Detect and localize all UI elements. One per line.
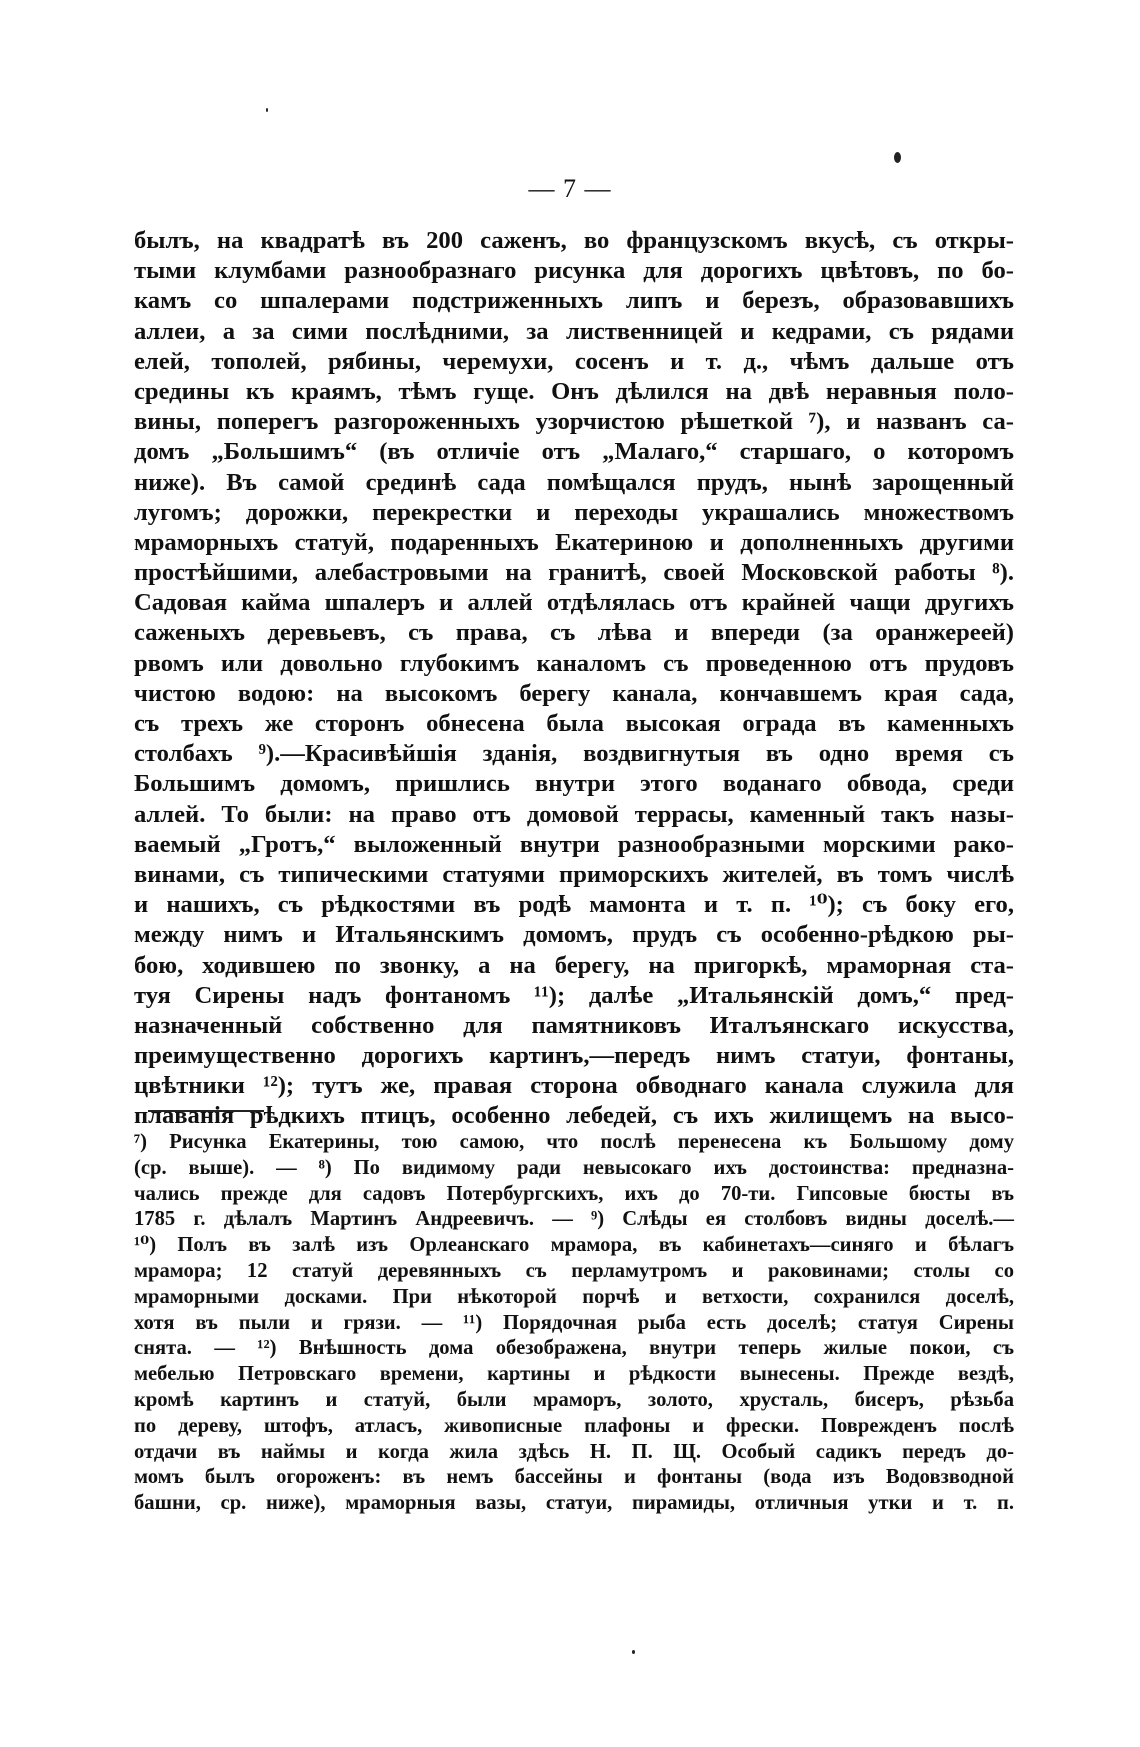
text-line: бою, ходившею по звонку, а на берегу, на пригоркѣ, мраморная ста- — [134, 951, 1014, 979]
text-line: плаванія рѣдкихъ птицъ, особенно лебедей, съ ихъ жилищемъ на высо- — [134, 1102, 1014, 1130]
ink-speck — [894, 152, 901, 163]
text-line: ваемый „Гротъ,“ выложенный внутри разнообразными морскими рако- — [134, 830, 1014, 858]
ink-speck — [632, 1650, 635, 1654]
text-line: елей, тополей, рябины, черемухи, сосенъ и т. д., чѣмъ дальше отъ — [134, 347, 1014, 375]
text-line: аллей. То были: на право отъ домовой террасы, каменный такъ назы- — [134, 800, 1014, 828]
text-line: ниже). Въ самой срединѣ сада помѣщался прудъ, нынѣ зарощенный — [134, 468, 1014, 496]
text-line: столбахъ ⁹).—Красивѣйшія зданія, воздвигнутыя въ одно время съ — [134, 740, 1014, 768]
footnote-line: мебелью Петровскаго времени, картины и рѣдкости вынесены. Прежде вездѣ, — [134, 1363, 1014, 1386]
text-line: цвѣтники ¹²); тутъ же, правая сторона обводнаго канала служила для — [134, 1072, 1014, 1100]
text-line: камъ со шпалерами подстриженныхъ липъ и березъ, образовавшихъ — [134, 287, 1014, 315]
text-line: домъ „Большимъ“ (въ отличіе отъ „Малаго,“ старшаго, о которомъ — [134, 438, 1014, 466]
footnote-line: мраморными досками. При нѣкоторой порчѣ и ветхости, сохранился доселѣ, — [134, 1285, 1014, 1308]
ink-speck — [266, 108, 268, 112]
footnote-line: башни, ср. ниже), мраморныя вазы, статуи, пирамиды, отличныя утки и т. п. — [134, 1492, 1014, 1515]
text-line: назначенный собственно для памятниковъ Италъянскаго искусства, — [134, 1011, 1014, 1039]
text-line: Большимъ домомъ, пришлись внутри этого воданаго обвода, среди — [134, 770, 1014, 798]
text-line: винами, съ типическими статуями приморскихъ жителей, въ томъ числѣ — [134, 860, 1014, 888]
text-line: и нашихъ, съ рѣдкостями въ родѣ мамонта и т. п. ¹⁰); съ боку его, — [134, 891, 1014, 919]
text-line: аллеи, а за сими послѣдними, за лиственницей и кедрами, съ рядами — [134, 317, 1014, 345]
footnote-line: отдачи въ наймы и когда жила здѣсь Н. П. Щ. Особый садикъ передъ до- — [134, 1440, 1014, 1463]
footnote-line: кромѣ картинъ и статуй, были мраморъ, золото, хрусталь, бисеръ, рѣзьба — [134, 1388, 1014, 1411]
text-line: былъ, на квадратѣ въ 200 саженъ, во французскомъ вкусѣ, съ откры- — [134, 227, 1014, 254]
footnote-line: по дереву, штофъ, атласъ, живописные плафоны и фрески. Поврежденъ послѣ — [134, 1414, 1014, 1437]
footnote-line: ¹⁰) Полъ въ залѣ изъ Орлеанскаго мрамора, въ кабинетахъ—синяго и бѣлагъ — [134, 1234, 1014, 1257]
footnote-line: момъ былъ огороженъ: въ немъ бассейны и фонтаны (вода изъ Водовзводной — [134, 1466, 1014, 1489]
footnote-line: снята. — ¹²) Внѣшность дома обезображена, внутри теперь жилые покои, съ — [134, 1337, 1014, 1360]
text-line: лугомъ; дорожки, перекрестки и переходы украшались множествомъ — [134, 498, 1014, 526]
text-line: преимущественно дорогихъ картинъ,—передъ нимъ статуи, фонтаны, — [134, 1042, 1014, 1070]
text-line: чистою водою: на высокомъ берегу канала, кончавшемъ края сада, — [134, 679, 1014, 707]
text-line: рвомъ или довольно глубокимъ каналомъ съ проведенною отъ прудовъ — [134, 649, 1014, 677]
text-line: средины къ краямъ, тѣмъ гуще. Онъ дѣлился на двѣ неравныя поло- — [134, 377, 1014, 405]
text-line: съ трехъ же сторонъ обнесена была высокая ограда въ каменныхъ — [134, 710, 1014, 737]
text-line: мраморныхъ статуй, подаренныхъ Екатериною и дополненныхъ другими — [134, 528, 1014, 556]
footnote-line: чались прежде для садовъ Потербургскихъ, ихъ до 70-ти. Гипсовые бюсты въ — [134, 1182, 1014, 1205]
text-line: вины, поперегъ разгороженныхъ узорчистою рѣшеткой ⁷), и названъ са- — [134, 408, 1014, 436]
text-line: саженыхъ деревьевъ, съ права, съ лѣва и впереди (за оранжереей) — [134, 619, 1014, 647]
text-line: простѣйшими, алебастровыми на гранитѣ, своей Московской работы ⁸). — [134, 559, 1014, 587]
text-line: между нимъ и Итальянскимъ домомъ, прудъ съ особенно-рѣдкою ры- — [134, 921, 1014, 949]
main-text — [134, 226, 1014, 1132]
text-line: тыми клумбами разнообразнаго рисунка для дорогихъ цвѣтовъ, по бо- — [134, 257, 1014, 285]
footnote-line: 1785 г. дѣлалъ Мартинъ Андреевичъ. — ⁹) Слѣды ея столбовъ видны доселѣ.— — [134, 1208, 1014, 1231]
page-number: — 7 — — [528, 174, 612, 203]
text-line: туя Сирены надъ фонтаномъ ¹¹); далѣе „Итальянскій домъ,“ пред- — [134, 981, 1014, 1009]
footnote-line: мрамора; 12 статуй деревянныхъ съ перламутромъ и раковинами; столы со — [134, 1259, 1014, 1282]
footnote-line: хотя въ пыли и грязи. — ¹¹) Порядочная рыба есть доселѣ; статуя Сирены — [134, 1311, 1014, 1334]
footnotes — [134, 1130, 1014, 1517]
footnote-line: (ср. выше). — ⁸) По видимому ради невысокаго ихъ достоинства: предназна- — [134, 1156, 1014, 1179]
footnote-separator — [148, 1110, 264, 1112]
text-line: Садовая кайма шпалеръ и аллей отдѣлялась отъ крайней чащи другихъ — [134, 589, 1014, 617]
footnote-line: ⁷) Рисунка Екатерины, тою самою, что послѣ перенесена къ Большому дому — [134, 1131, 1014, 1153]
